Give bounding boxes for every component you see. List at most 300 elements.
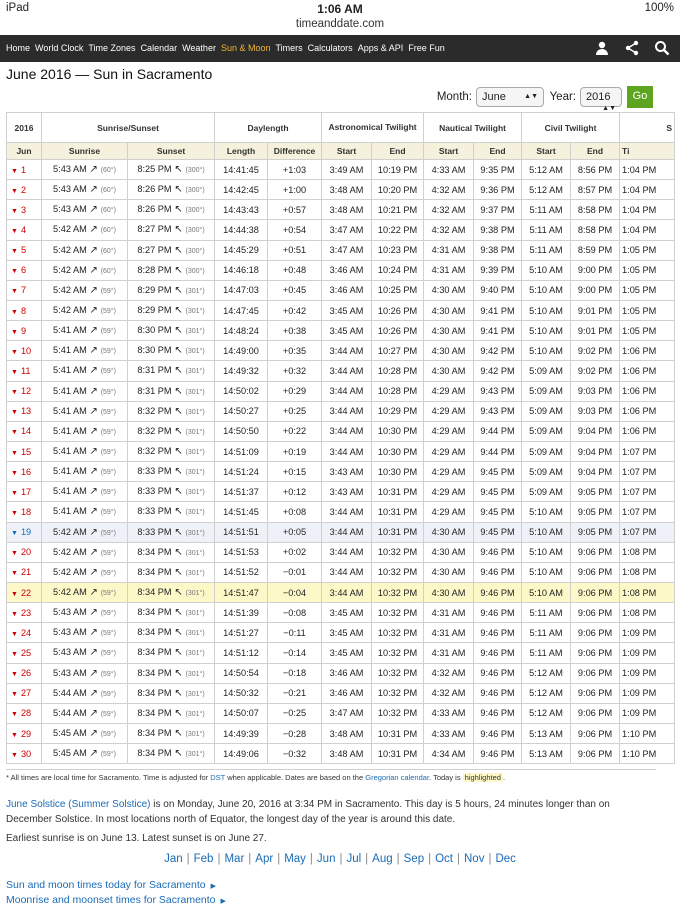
day-cell[interactable] [7, 603, 42, 623]
naut-end-cell: 9:45 PM [474, 522, 522, 542]
sunrise-arrow-icon: ↗ [86, 466, 101, 478]
sunrise-cell [42, 703, 128, 723]
month-link-aug[interactable]: Aug [372, 853, 393, 865]
difference-cell: +0:02 [268, 542, 322, 562]
naut-start-cell: 4:33 AM [424, 160, 474, 180]
sunrise-arrow-icon: ↗ [86, 748, 101, 760]
sunset-arrow-icon: ↖ [171, 587, 186, 599]
naut-start-cell: 4:32 AM [424, 200, 474, 220]
month-select[interactable] [476, 87, 544, 107]
naut-end-cell: 9:46 PM [474, 703, 522, 723]
sunrise-azimuth: (59°) [100, 590, 116, 598]
day-cell[interactable] [7, 663, 42, 683]
month-link-jan[interactable]: Jan [164, 853, 183, 865]
expand-triangle-icon: ▼ [11, 449, 18, 457]
sunrise-arrow-icon: ↗ [86, 667, 101, 679]
expand-triangle-icon: ▼ [11, 691, 18, 699]
astro-end-cell: 10:26 PM [372, 321, 424, 341]
day-number: 10 [20, 345, 32, 356]
astro-end-cell: 10:22 PM [372, 220, 424, 240]
sun-moon-today-link[interactable] [6, 879, 216, 891]
astro-start-cell: 3:46 AM [322, 280, 372, 300]
sunrise-time: 5:41 AM [53, 385, 87, 396]
month-separator: | [277, 853, 281, 865]
sunset-time: 8:25 PM [137, 164, 172, 175]
astro-start-cell: 3:44 AM [322, 502, 372, 522]
astro-start-cell: 3:48 AM [322, 200, 372, 220]
day-number: 25 [20, 647, 32, 658]
col-naut-start: Start [424, 143, 474, 160]
sunrise-cell [42, 723, 128, 743]
day-cell[interactable] [7, 401, 42, 421]
sunrise-cell [42, 663, 128, 683]
astro-start-cell: 3:44 AM [322, 522, 372, 542]
table-row [7, 180, 675, 200]
table-row [7, 321, 675, 341]
difference-cell: +0:15 [268, 462, 322, 482]
naut-end-cell: 9:43 PM [474, 401, 522, 421]
expand-triangle-icon: ▼ [11, 630, 18, 638]
sunset-azimuth: (301°) [185, 690, 205, 698]
sunrise-azimuth: (60°) [100, 167, 116, 175]
sunset-azimuth: (300°) [185, 187, 205, 195]
civil-start-cell: 5:12 AM [522, 663, 571, 683]
month-separator: | [396, 853, 400, 865]
civil-end-cell: 9:06 PM [571, 703, 620, 723]
sunset-azimuth: (300°) [185, 207, 205, 215]
sunset-cell [128, 441, 215, 461]
difference-cell: −0:28 [268, 723, 322, 743]
naut-start-cell: 4:31 AM [424, 603, 474, 623]
day-cell[interactable] [7, 280, 42, 300]
table-row [7, 462, 675, 482]
difference-cell: +0:12 [268, 482, 322, 502]
year-select[interactable] [580, 87, 622, 112]
sunset-time: 8:26 PM [137, 184, 172, 195]
naut-end-cell: 9:41 PM [474, 321, 522, 341]
month-link-feb[interactable]: Feb [193, 853, 214, 865]
sunset-arrow-icon: ↖ [171, 425, 186, 437]
astro-end-cell: 10:23 PM [372, 240, 424, 260]
civil-start-cell: 5:10 AM [522, 300, 571, 320]
table-row [7, 723, 675, 743]
astro-end-cell: 10:31 PM [372, 522, 424, 542]
naut-end-cell: 9:46 PM [474, 582, 522, 602]
naut-start-cell: 4:31 AM [424, 240, 474, 260]
sunset-cell [128, 240, 215, 260]
solstice-link[interactable]: June Solstice (Summer Solstice) [6, 799, 151, 810]
day-cell[interactable] [7, 361, 42, 381]
sunrise-arrow-icon: ↗ [86, 687, 101, 699]
sunrise-time: 5:41 AM [53, 365, 87, 376]
astro-end-cell: 10:19 PM [372, 160, 424, 180]
col-sunrise-sunset: Sunrise/Sunset [42, 113, 215, 143]
day-cell[interactable] [7, 260, 42, 280]
sunrise-arrow-icon: ↗ [86, 546, 101, 558]
day-cell[interactable] [7, 522, 42, 542]
search-icon[interactable] [654, 40, 670, 56]
daylength-cell: 14:47:45 [215, 300, 268, 320]
nav-item-calculators[interactable]: Calculators [307, 43, 353, 53]
nav-item-free-fun[interactable]: Free Fun [408, 43, 445, 53]
sunset-azimuth: (301°) [185, 287, 205, 295]
sunrise-azimuth: (59°) [100, 308, 116, 316]
sunset-arrow-icon: ↖ [171, 244, 186, 256]
month-link-nov[interactable]: Nov [464, 853, 485, 865]
sunset-time: 8:34 PM [137, 566, 172, 577]
sunset-azimuth: (300°) [185, 227, 205, 235]
sunset-arrow-icon: ↖ [171, 506, 186, 518]
sunset-azimuth: (301°) [185, 569, 205, 577]
month-link-jun[interactable]: Jun [316, 853, 336, 865]
col-sunset: Sunset [128, 143, 215, 160]
table-row [7, 683, 675, 703]
solar-noon-cell: 1:04 PM [620, 180, 675, 200]
moonrise-link[interactable] [6, 894, 226, 906]
naut-start-cell: 4:32 AM [424, 663, 474, 683]
col-naut-end: End [474, 143, 522, 160]
day-cell[interactable] [7, 703, 42, 723]
naut-end-cell: 9:46 PM [474, 603, 522, 623]
naut-end-cell: 9:42 PM [474, 341, 522, 361]
civil-end-cell: 9:05 PM [571, 502, 620, 522]
solar-noon-cell: 1:04 PM [620, 200, 675, 220]
nav-item-apps-api[interactable]: Apps & API [357, 43, 404, 53]
year-select-value: 2016 [586, 91, 611, 103]
month-link-may[interactable]: May [284, 853, 306, 865]
sunset-azimuth: (301°) [185, 710, 205, 718]
day-cell[interactable] [7, 421, 42, 441]
astro-start-cell: 3:45 AM [322, 603, 372, 623]
dst-link[interactable]: DST [210, 773, 226, 782]
civil-end-cell: 9:04 PM [571, 421, 620, 441]
sunset-cell [128, 462, 215, 482]
day-cell[interactable] [7, 623, 42, 643]
naut-start-cell: 4:31 AM [424, 260, 474, 280]
sunset-arrow-icon: ↖ [171, 566, 186, 578]
day-number: 20 [20, 547, 32, 558]
difference-cell: −0:18 [268, 663, 322, 683]
sunset-time: 8:34 PM [137, 748, 172, 759]
difference-cell: +1:03 [268, 160, 322, 180]
solar-noon-cell: 1:07 PM [620, 462, 675, 482]
naut-end-cell: 9:42 PM [474, 361, 522, 381]
day-cell[interactable] [7, 542, 42, 562]
naut-start-cell: 4:29 AM [424, 462, 474, 482]
day-cell[interactable] [7, 160, 42, 180]
col-astronomical: Astronomical Twilight [322, 113, 424, 143]
sunset-azimuth: (301°) [185, 368, 205, 376]
day-cell[interactable] [7, 321, 42, 341]
day-cell[interactable] [7, 643, 42, 663]
sunset-time: 8:34 PM [137, 687, 172, 698]
sunrise-azimuth: (59°) [100, 368, 116, 376]
civil-end-cell: 9:03 PM [571, 401, 620, 421]
month-link-mar[interactable]: Mar [224, 853, 245, 865]
nav-item-time-zones[interactable]: Time Zones [88, 43, 136, 53]
sunset-arrow-icon: ↖ [171, 446, 186, 458]
nav-item-sun-moon[interactable]: Sun & Moon [220, 43, 271, 53]
daylength-cell: 14:49:32 [215, 361, 268, 381]
table-row [7, 562, 675, 582]
day-cell[interactable] [7, 220, 42, 240]
nav-item-world-clock[interactable]: World Clock [35, 43, 84, 53]
sunrise-azimuth: (60°) [100, 267, 116, 275]
sunset-time: 8:31 PM [137, 385, 172, 396]
sunrise-arrow-icon: ↗ [86, 627, 101, 639]
solar-noon-cell: 1:04 PM [620, 160, 675, 180]
astro-start-cell: 3:44 AM [322, 421, 372, 441]
expand-triangle-icon: ▼ [11, 288, 18, 296]
sunrise-time: 5:42 AM [53, 284, 87, 295]
nav-item-home[interactable]: Home [6, 43, 31, 53]
gregorian-link[interactable]: Gregorian calendar [365, 773, 430, 782]
share-icon[interactable] [624, 40, 640, 56]
month-separator: | [365, 853, 369, 865]
sunrise-time: 5:43 AM [53, 184, 87, 195]
expand-triangle-icon: ▼ [11, 368, 18, 376]
naut-end-cell: 9:46 PM [474, 683, 522, 703]
astro-end-cell: 10:32 PM [372, 663, 424, 683]
sunset-azimuth: (301°) [185, 630, 205, 638]
sunset-azimuth: (300°) [185, 167, 205, 175]
astro-end-cell: 10:32 PM [372, 582, 424, 602]
sunrise-cell [42, 683, 128, 703]
astro-end-cell: 10:32 PM [372, 643, 424, 663]
day-cell[interactable] [7, 582, 42, 602]
month-label: Month: [436, 91, 472, 103]
sunrise-cell [42, 603, 128, 623]
sunset-azimuth: (301°) [185, 308, 205, 316]
sunset-arrow-icon: ↖ [171, 707, 186, 719]
user-icon[interactable] [594, 40, 610, 56]
sunrise-arrow-icon: ↗ [86, 486, 101, 498]
month-separator: | [248, 853, 252, 865]
naut-end-cell: 9:40 PM [474, 280, 522, 300]
sunrise-azimuth: (59°) [100, 388, 116, 396]
sunrise-cell [42, 240, 128, 260]
day-cell[interactable] [7, 502, 42, 522]
astro-start-cell: 3:44 AM [322, 381, 372, 401]
month-link-apr[interactable]: Apr [255, 853, 274, 865]
difference-cell: +0:45 [268, 280, 322, 300]
solar-noon-cell: 1:06 PM [620, 341, 675, 361]
civil-start-cell: 5:11 AM [522, 200, 571, 220]
naut-start-cell: 4:29 AM [424, 502, 474, 522]
difference-cell: +0:54 [268, 220, 322, 240]
sunrise-cell [42, 321, 128, 341]
sunset-arrow-icon: ↖ [171, 284, 186, 296]
day-cell[interactable] [7, 441, 42, 461]
nav-item-calendar[interactable]: Calendar [140, 43, 178, 53]
difference-cell: +0:38 [268, 321, 322, 341]
sunset-cell [128, 220, 215, 240]
naut-end-cell: 9:43 PM [474, 381, 522, 401]
solar-noon-cell: 1:08 PM [620, 603, 675, 623]
naut-start-cell: 4:30 AM [424, 341, 474, 361]
page-title: June 2016 — Sun in Sacramento [6, 66, 213, 82]
astro-end-cell: 10:32 PM [372, 603, 424, 623]
sunrise-azimuth: (59°) [100, 449, 116, 457]
sunrise-arrow-icon: ↗ [86, 405, 101, 417]
civil-end-cell: 9:06 PM [571, 643, 620, 663]
month-link-oct[interactable]: Oct [435, 853, 453, 865]
sunrise-azimuth: (59°) [100, 328, 116, 336]
astro-end-cell: 10:30 PM [372, 462, 424, 482]
month-separator: | [309, 853, 313, 865]
solar-noon-cell: 1:09 PM [620, 643, 675, 663]
civil-end-cell: 9:04 PM [571, 462, 620, 482]
month-separator: | [428, 853, 432, 865]
civil-start-cell: 5:10 AM [522, 562, 571, 582]
day-cell[interactable] [7, 462, 42, 482]
sunset-arrow-icon: ↖ [171, 667, 186, 679]
civil-start-cell: 5:11 AM [522, 623, 571, 643]
earliest-text: Earliest sunrise is on June 13. Latest sunset is on June 27. [6, 833, 267, 844]
astro-start-cell: 3:48 AM [322, 744, 372, 764]
month-link-jul[interactable]: Jul [346, 853, 362, 865]
table-row [7, 260, 675, 280]
day-cell[interactable] [7, 200, 42, 220]
sunrise-time: 5:42 AM [53, 587, 87, 598]
daylength-cell: 14:50:02 [215, 381, 268, 401]
sunrise-time: 5:41 AM [53, 325, 87, 336]
day-number: 2 [20, 184, 27, 195]
astro-start-cell: 3:44 AM [322, 401, 372, 421]
astro-end-cell: 10:31 PM [372, 723, 424, 743]
difference-cell: +0:42 [268, 300, 322, 320]
sunrise-cell [42, 502, 128, 522]
solstice-text: is on Monday, June 20, 2016 at 3:34 PM in Sacramento. This day is 5 hours, 24 minutes longer than on December Solstice. In most locations north of Equator, the longest day of the year is around this date. [6, 799, 610, 825]
address-bar[interactable]: timeanddate.com [295, 18, 385, 30]
sunset-arrow-icon: ↖ [171, 486, 186, 498]
sunrise-arrow-icon: ↗ [86, 204, 101, 216]
day-number: 24 [20, 627, 32, 638]
civil-start-cell: 5:10 AM [522, 522, 571, 542]
astro-start-cell: 3:45 AM [322, 643, 372, 663]
astro-end-cell: 10:26 PM [372, 300, 424, 320]
sunset-azimuth: (301°) [185, 549, 205, 557]
go-button[interactable]: Go [627, 86, 653, 108]
sunrise-arrow-icon: ↗ [86, 244, 101, 256]
sunrise-time: 5:42 AM [53, 264, 87, 275]
day-cell[interactable] [7, 744, 42, 764]
civil-start-cell: 5:10 AM [522, 341, 571, 361]
day-cell[interactable] [7, 683, 42, 703]
civil-end-cell: 8:57 PM [571, 180, 620, 200]
sunset-time: 8:27 PM [137, 224, 172, 235]
difference-cell: −0:08 [268, 603, 322, 623]
daylength-cell: 14:50:32 [215, 683, 268, 703]
naut-end-cell: 9:45 PM [474, 502, 522, 522]
sunset-arrow-icon: ↖ [171, 748, 186, 760]
triangle-right-icon: ▶ [220, 898, 226, 905]
col-difference: Difference [268, 143, 322, 160]
naut-end-cell: 9:46 PM [474, 723, 522, 743]
solar-noon-cell: 1:08 PM [620, 582, 675, 602]
month-link-dec[interactable]: Dec [495, 853, 516, 865]
month-links [0, 853, 680, 865]
civil-start-cell: 5:09 AM [522, 381, 571, 401]
sunrise-arrow-icon: ↗ [86, 284, 101, 296]
naut-start-cell: 4:34 AM [424, 744, 474, 764]
month-separator: | [457, 853, 460, 865]
sunset-time: 8:33 PM [137, 526, 172, 537]
day-cell[interactable] [7, 482, 42, 502]
sunset-time: 8:33 PM [137, 506, 172, 517]
expand-triangle-icon: ▼ [11, 187, 18, 195]
sunrise-time: 5:42 AM [53, 566, 87, 577]
civil-start-cell: 5:09 AM [522, 441, 571, 461]
sunrise-cell [42, 542, 128, 562]
day-number: 13 [20, 406, 32, 417]
astro-start-cell: 3:44 AM [322, 361, 372, 381]
sunrise-arrow-icon: ↗ [86, 365, 101, 377]
difference-cell: +0:29 [268, 381, 322, 401]
sunrise-arrow-icon: ↗ [86, 607, 101, 619]
civil-end-cell: 9:06 PM [571, 683, 620, 703]
day-cell[interactable] [7, 300, 42, 320]
sunset-azimuth: (301°) [185, 328, 205, 336]
day-number: 14 [20, 426, 32, 437]
day-number: 17 [20, 486, 32, 497]
nav-item-weather[interactable]: Weather [182, 43, 216, 53]
sunset-azimuth: (301°) [185, 509, 205, 517]
solar-noon-cell: 1:05 PM [620, 280, 675, 300]
daylength-cell: 14:51:27 [215, 623, 268, 643]
sunrise-time: 5:42 AM [53, 526, 87, 537]
sunrise-arrow-icon: ↗ [86, 164, 101, 176]
difference-cell: −0:11 [268, 623, 322, 643]
naut-end-cell: 9:35 PM [474, 160, 522, 180]
day-cell[interactable] [7, 240, 42, 260]
daylength-cell: 14:48:24 [215, 321, 268, 341]
daylength-cell: 14:49:00 [215, 341, 268, 361]
table-row [7, 703, 675, 723]
footnote-text-c: . Today is [429, 773, 463, 782]
sunrise-time: 5:43 AM [53, 204, 87, 215]
sunset-cell [128, 160, 215, 180]
sunrise-time: 5:41 AM [53, 425, 87, 436]
month-link-sep[interactable]: Sep [403, 853, 425, 865]
sunrise-time: 5:41 AM [53, 466, 87, 477]
sunset-time: 8:31 PM [137, 365, 172, 376]
sunset-arrow-icon: ↖ [171, 647, 186, 659]
daylength-cell: 14:51:12 [215, 643, 268, 663]
day-cell[interactable] [7, 180, 42, 200]
table-row [7, 441, 675, 461]
sunrise-cell [42, 623, 128, 643]
civil-end-cell: 9:04 PM [571, 441, 620, 461]
day-cell[interactable] [7, 562, 42, 582]
sunrise-azimuth: (59°) [100, 509, 116, 517]
table-row [7, 421, 675, 441]
month-separator: | [186, 853, 190, 865]
day-cell[interactable] [7, 381, 42, 401]
day-number: 6 [20, 265, 27, 276]
sunrise-time: 5:44 AM [53, 687, 87, 698]
naut-start-cell: 4:30 AM [424, 562, 474, 582]
sunset-time: 8:30 PM [137, 325, 172, 336]
sunrise-cell [42, 582, 128, 602]
sunrise-time: 5:45 AM [53, 728, 87, 738]
sunset-arrow-icon: ↖ [171, 405, 186, 417]
day-cell[interactable] [7, 341, 42, 361]
day-cell[interactable] [7, 723, 42, 743]
nav-item-timers[interactable]: Timers [275, 43, 303, 53]
table-row [7, 663, 675, 683]
astro-end-cell: 10:32 PM [372, 683, 424, 703]
